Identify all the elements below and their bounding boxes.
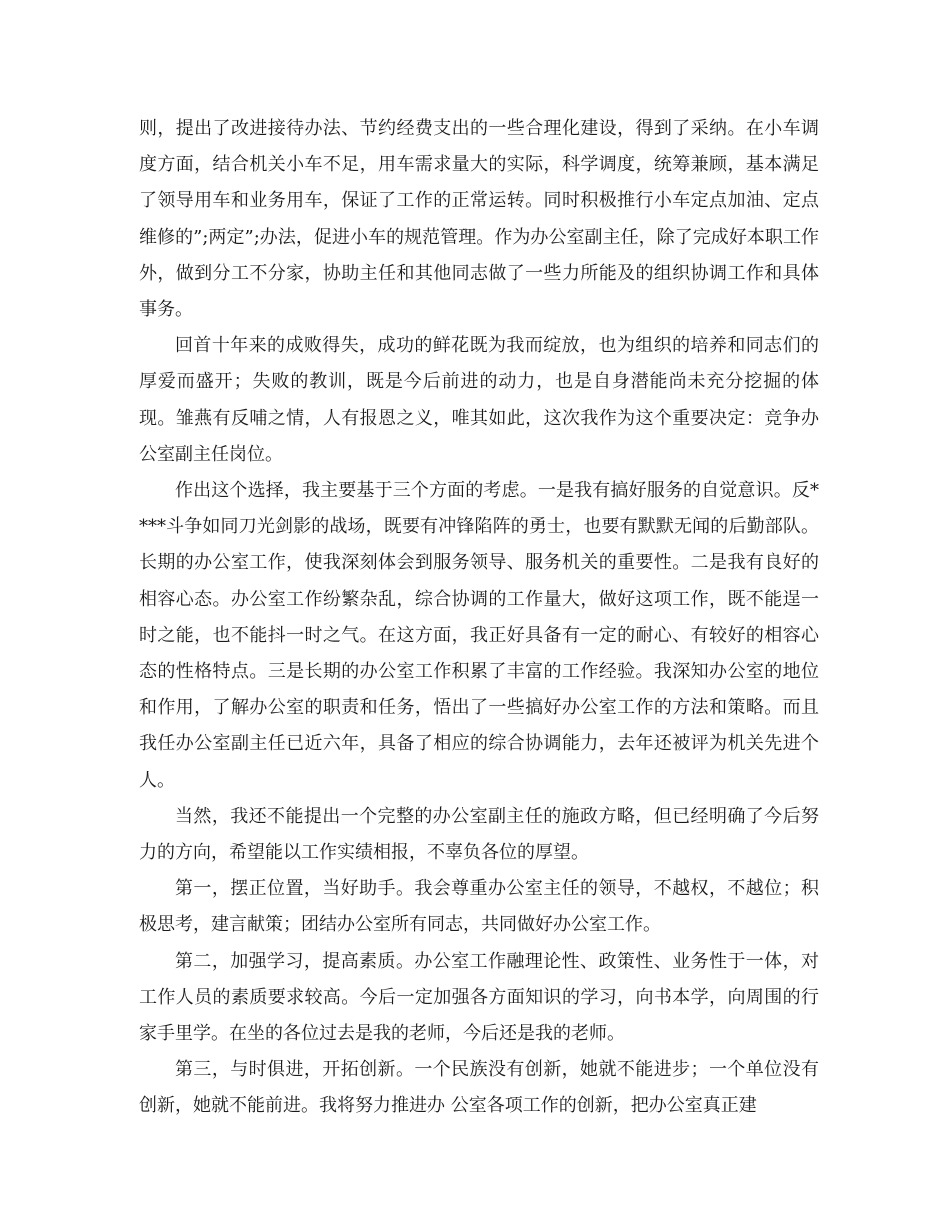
body-text — [139, 111, 819, 1125]
paragraph-direction: 当然，我还不能提出一个完整的办公室副主任的施政方略，但已经明确了今后努力的方向，希望能以工作实绩相报，不辜负各位的厚望。 — [139, 805, 819, 864]
paragraph-continuation: 则，提出了改进接待办法、节约经费支出的一些合理化建设，得到了采纳。在小车调度方面，结合机关小车不足，用车需求量大的实际，科学调度，统筹兼顾，基本满足了领导用车和业务用车，保证了工作的正常运转。同时积极推行小车定点加油、定点维修的”;两定”;办法，促进小车的规范管理。作为办公室副主任，除了完成好本职工作外，做到分工不分家，协助主任和其他同志做了一些力所能及的组织协调工作和具体事务。 — [139, 118, 819, 321]
paragraph-point-three: 第三，与时俱进，开拓创新。一个民族没有创新，她就不能进步；一个单位没有创新，她就不能前进。我将努力推进办 公室各项工作的创新，把办公室真正建 — [139, 1059, 819, 1117]
paragraph-point-two: 第二，加强学习，提高素质。办公室工作融理论性、政策性、业务性于一体，对工作人员的素质要求较高。今后一定加强各方面知识的学习，向书本学，向周围的行家手里学。在坐的各位过去是我的老师，今后还是我的老师。 — [139, 950, 819, 1045]
paragraph-reasons: 作出这个选择，我主要基于三个方面的考虑。一是我有搞好服务的自觉意识。反****斗争如同刀光剑影的战场，既要有冲锋陷阵的勇士，也要有默默无闻的后勤部队。长期的办公室工作，使我深刻体会到服务领导、服务机关的重要性。二是我有良好的相容心态。办公室工作纷繁杂乱，综合协调的工作量大，做好这项工作，既不能逞一时之能，也不能抖一时之气。在这方面，我正好具备有一定的耐心、有较好的相容心态的性格特点。三是长期的办公室工作积累了丰富的工作经验。我深知办公室的地位和作用，了解办公室的职责和任务，悟出了一些搞好办公室工作的方法和策略。而且我任办公室副主任已近六年，具备了相应的综合协调能力，去年还被评为机关先进个人。 — [139, 480, 819, 791]
paragraph-reflection: 回首十年来的成败得失，成功的鲜花既为我而绽放，也为组织的培养和同志们的厚爱而盛开；失败的教训，既是今后前进的动力，也是自身潜能尚未充分挖掘的体现。雏燕有反哺之情，人有报恩之义，唯其如此，这次我作为这个重要决定：竞争办公室副主任岗位。 — [139, 335, 819, 465]
paragraph-point-one: 第一，摆正位置，当好助手。我会尊重办公室主任的领导，不越权，不越位；积极思考，建言献策；团结办公室所有同志，共同做好办公室工作。 — [139, 878, 819, 936]
